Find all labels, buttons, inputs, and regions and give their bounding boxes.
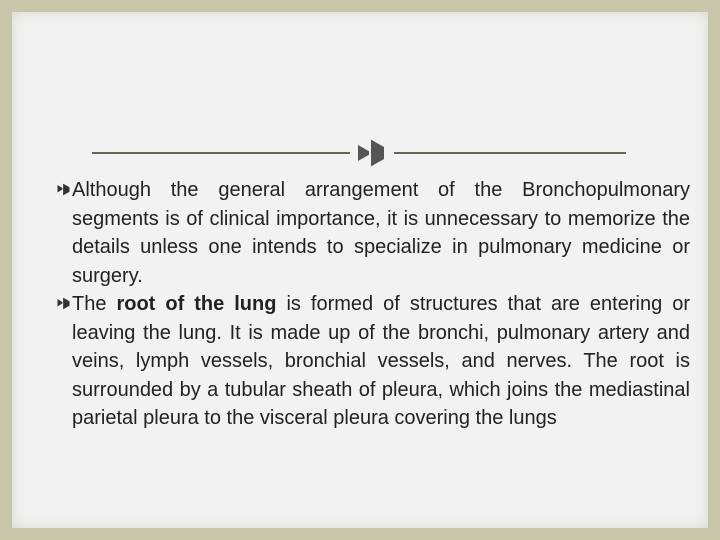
bullet-item: [58, 176, 690, 290]
bullet-icon: [56, 295, 71, 312]
title-bullet-icon: [350, 130, 390, 176]
title-rule-right: [394, 152, 626, 154]
bullet-icon: [56, 181, 71, 198]
bullet-term: root of the lung: [116, 293, 277, 315]
bullet-list: [58, 176, 690, 433]
bullet-item: [58, 290, 690, 433]
bullet-text-lead: The: [72, 293, 117, 315]
bullet-text: is formed of structures that are entering or leaving the lung. It is made up of the bronchi, pulmonary artery and veins, lymph vessels, bronchial vessels, and nerves. The root is surrounded by a tubular sheath of pleura, which joins the mediastinal parietal pleura to the visceral pleura covering the lungs: [72, 293, 690, 429]
bullet-text: Although the general arrangement of the Bronchopulmonary segments is of clinical importance, it is unnecessary to memorize the details unless one intends to specialize in pulmonary medicine or surgery.: [72, 179, 690, 287]
slide: [12, 12, 708, 528]
title-rule-left: [92, 152, 350, 154]
